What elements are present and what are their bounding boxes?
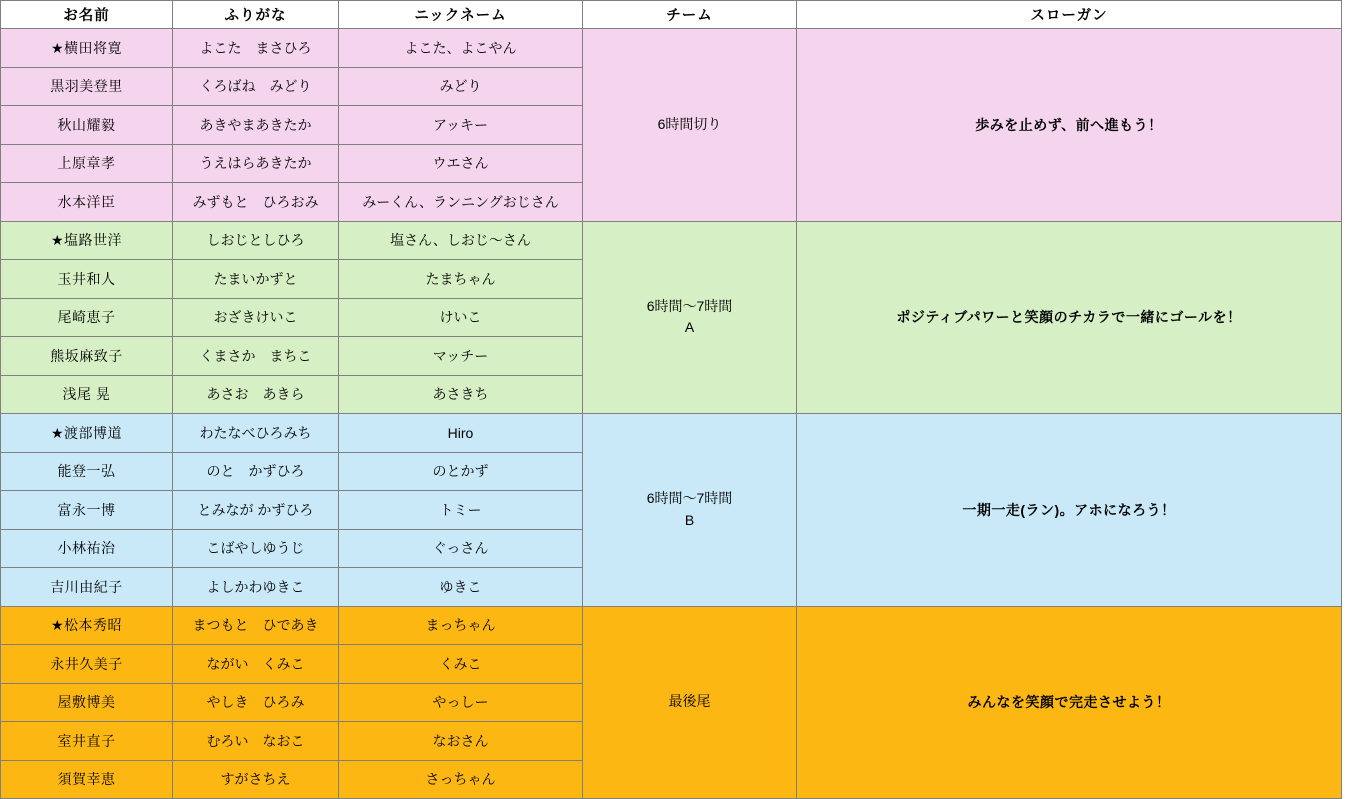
- cell-name: ★横田将寛: [1, 29, 173, 68]
- cell-team: 6時間切り: [583, 29, 797, 222]
- cell-nickname: よこた、よこやん: [339, 29, 583, 68]
- cell-kana: よしかわゆきこ: [173, 568, 339, 607]
- table-row: [1, 606, 1342, 645]
- cell-slogan: 歩みを止めず、前へ進もう！: [797, 29, 1342, 222]
- cell-kana: むろい なおこ: [173, 722, 339, 761]
- cell-kana: しおじとしひろ: [173, 221, 339, 260]
- cell-slogan: みんなを笑顔で完走させよう！: [797, 606, 1342, 799]
- cell-kana: まつもと ひであき: [173, 606, 339, 645]
- cell-nickname: アッキー: [339, 106, 583, 145]
- cell-kana: やしき ひろみ: [173, 683, 339, 722]
- cell-kana: のと かずひろ: [173, 452, 339, 491]
- cell-kana: くろばね みどり: [173, 67, 339, 106]
- cell-name: 能登一弘: [1, 452, 173, 491]
- cell-nickname: ゆきこ: [339, 568, 583, 607]
- cell-kana: こばやしゆうじ: [173, 529, 339, 568]
- table-header: [1, 1, 1342, 29]
- cell-name: 吉川由紀子: [1, 568, 173, 607]
- cell-kana: おざきけいこ: [173, 298, 339, 337]
- cell-name: 熊坂麻致子: [1, 337, 173, 376]
- cell-team: 最後尾: [583, 606, 797, 799]
- cell-nickname: さっちゃん: [339, 760, 583, 799]
- cell-nickname: ウエさん: [339, 144, 583, 183]
- cell-team: 6時間〜7時間 B: [583, 414, 797, 607]
- column-header-nickname: ニックネーム: [339, 1, 583, 29]
- cell-nickname: トミー: [339, 491, 583, 530]
- table-row: [1, 221, 1342, 260]
- cell-nickname: やっしー: [339, 683, 583, 722]
- cell-team: 6時間〜7時間 A: [583, 221, 797, 414]
- column-header-name: お名前: [1, 1, 173, 29]
- cell-name: 玉井和人: [1, 260, 173, 299]
- cell-nickname: みーくん、ランニングおじさん: [339, 183, 583, 222]
- header-row: [1, 1, 1342, 29]
- column-header-kana: ふりがな: [173, 1, 339, 29]
- cell-nickname: ぐっさん: [339, 529, 583, 568]
- cell-kana: くまさか まちこ: [173, 337, 339, 376]
- cell-kana: あさお あきら: [173, 375, 339, 414]
- cell-nickname: けいこ: [339, 298, 583, 337]
- cell-kana: すがさちえ: [173, 760, 339, 799]
- cell-name: ★松本秀昭: [1, 606, 173, 645]
- cell-kana: わたなべひろみち: [173, 414, 339, 453]
- cell-name: 水本洋臣: [1, 183, 173, 222]
- cell-slogan: 一期一走(ラン)。アホになろう！: [797, 414, 1342, 607]
- cell-nickname: Hiro: [339, 414, 583, 453]
- table-row: [1, 29, 1342, 68]
- table-row: [1, 414, 1342, 453]
- cell-name: 屋敷博美: [1, 683, 173, 722]
- cell-nickname: のとかず: [339, 452, 583, 491]
- cell-name: 富永一博: [1, 491, 173, 530]
- cell-name: 浅尾 晃: [1, 375, 173, 414]
- cell-nickname: なおさん: [339, 722, 583, 761]
- cell-nickname: マッチー: [339, 337, 583, 376]
- cell-kana: みずもと ひろおみ: [173, 183, 339, 222]
- cell-nickname: 塩さん、しおじ〜さん: [339, 221, 583, 260]
- cell-kana: うえはらあきたか: [173, 144, 339, 183]
- cell-name: 室井直子: [1, 722, 173, 761]
- cell-kana: あきやまあきたか: [173, 106, 339, 145]
- cell-name: 秋山耀毅: [1, 106, 173, 145]
- column-header-slogan: スローガン: [797, 1, 1342, 29]
- cell-nickname: みどり: [339, 67, 583, 106]
- cell-kana: とみなが かずひろ: [173, 491, 339, 530]
- cell-name: 永井久美子: [1, 645, 173, 684]
- cell-name: ★塩路世洋: [1, 221, 173, 260]
- table-body: [1, 29, 1342, 799]
- cell-slogan: ポジティブパワーと笑顔のチカラで一緒にゴールを！: [797, 221, 1342, 414]
- cell-name: 上原章孝: [1, 144, 173, 183]
- cell-name: 黒羽美登里: [1, 67, 173, 106]
- cell-name: 尾崎恵子: [1, 298, 173, 337]
- column-header-team: チーム: [583, 1, 797, 29]
- cell-nickname: あさきち: [339, 375, 583, 414]
- cell-kana: よこた まさひろ: [173, 29, 339, 68]
- cell-name: 須賀幸恵: [1, 760, 173, 799]
- cell-nickname: くみこ: [339, 645, 583, 684]
- cell-nickname: まっちゃん: [339, 606, 583, 645]
- cell-name: ★渡部博道: [1, 414, 173, 453]
- cell-nickname: たまちゃん: [339, 260, 583, 299]
- cell-kana: たまいかずと: [173, 260, 339, 299]
- cell-name: 小林祐治: [1, 529, 173, 568]
- cell-kana: ながい くみこ: [173, 645, 339, 684]
